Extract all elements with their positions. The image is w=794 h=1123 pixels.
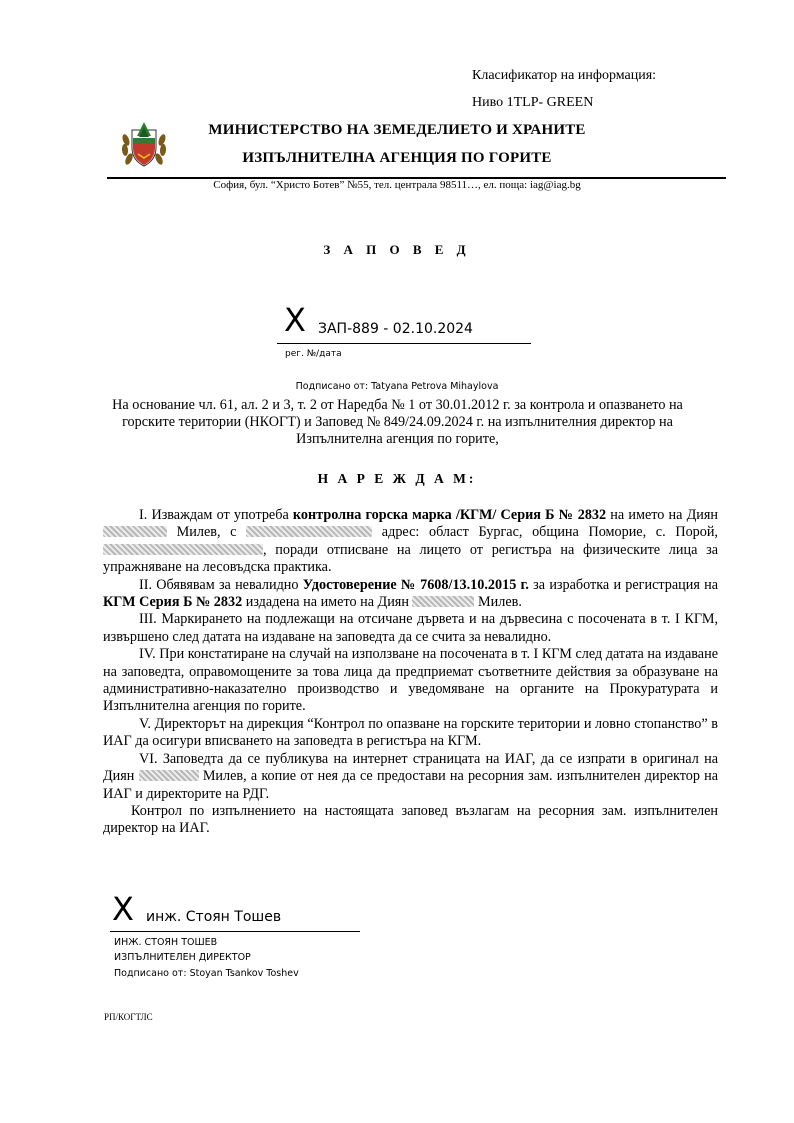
document-title: З А П О В Е Д bbox=[323, 242, 471, 257]
redacted-field bbox=[103, 544, 263, 555]
director-signature-name: инж. Стоян Тошев bbox=[146, 909, 282, 925]
order-item-6: VI. Заповедта да се публикува на интернет страницата на ИАГ, да се изпрати в оригинал на Диян Милев, а копие от нея да се предостави на ресорния зам. изпълнителен директор на ИАГ и директорите на РДГ. bbox=[103, 750, 719, 802]
preamble-text: На основание чл. 61, ал. 2 и 3, т. 2 от Наредба № 1 от 30.01.2012 г. за контрола и опазването на горските територии (НКОГТ) и Заповед № 849/24.09.2024 г. на изпълнителния директор на Изпълнителна агенция по горите, bbox=[112, 397, 683, 447]
redacted-field bbox=[103, 526, 167, 537]
order-item-5: V. Директорът на дирекция “Контрол по опазване на горските територии и ловно стопанство” в ИАГ да осигури вписването на заповедта в регистъра на КГМ. bbox=[103, 715, 718, 750]
registration-number: ЗАП-889 - 02.10.2024 bbox=[318, 321, 473, 337]
control-clause: Контрол по изпълнението на настоящата заповед възлагам на ресорния зам. изпълнителен директор на ИАГ. bbox=[103, 802, 718, 837]
agency-name: ИЗПЪЛНИТЕЛНА АГЕНЦИЯ ПО ГОРИТЕ bbox=[242, 150, 552, 166]
signature-mark: X bbox=[284, 301, 306, 339]
order-heading: Н А Р Е Ж Д А М: bbox=[317, 471, 477, 486]
signature-line bbox=[277, 343, 531, 344]
order-item-1: I. Изваждам от употреба контролна горска марка /КГМ/ Серия Б № 2832 на името на Диян Милев, с адрес: област Бургас, община Поморие, с. Порой, , поради отписване на лицето от регистъра на физическите лица за упражняване на лесовъдска практика. bbox=[103, 507, 718, 576]
signed-by-note: Подписано от: Tatyana Petrova Mihaylova bbox=[295, 381, 499, 392]
agency-address: София, бул. “Христо Ботев” №55, тел. централа 98511…, ел. поща: iag@iag.bg bbox=[213, 179, 581, 191]
director-signature-mark: X bbox=[112, 890, 134, 928]
director-signed-by: Подписано от: Stoyan Tsankov Toshev bbox=[114, 968, 299, 979]
redacted-field bbox=[246, 526, 372, 537]
registration-label: рег. №/дата bbox=[285, 349, 342, 359]
footer-code: РП/КОГТЛС bbox=[104, 1012, 153, 1022]
classifier-label: Класификатор на информация: bbox=[472, 68, 657, 83]
order-item-3: III. Маркирането на подлежащи на отсичане дървета и на дървесина с посочената в т. I КГМ, извършено след датата на издаване на заповедта да се счита за невалидно. bbox=[103, 611, 718, 645]
director-signature-line bbox=[110, 931, 360, 932]
order-body bbox=[103, 507, 718, 838]
director-position: ИЗПЪЛНИТЕЛЕН ДИРЕКТОР bbox=[114, 952, 251, 963]
classifier-level: Ниво 1TLP- GREEN bbox=[472, 95, 594, 110]
order-item-2: II. Обявявам за невалидно Удостоверение № 7608/13.10.2015 г. за изработка и регистрация на КГМ Серия Б № 2832 издадена на името на Диян Милев. bbox=[103, 576, 718, 611]
redacted-field bbox=[139, 770, 199, 781]
redacted-field bbox=[412, 596, 474, 607]
ministry-name: МИНИСТЕРСТВО НА ЗЕМЕДЕЛИЕТО И ХРАНИТЕ bbox=[208, 122, 586, 138]
director-name: ИНЖ. СТОЯН ТОШЕВ bbox=[114, 937, 218, 948]
order-item-4: IV. При констатиране на случай на използване на посочената в т. I КГМ след датата на издаване на заповедта, оправомощените за това лица да предприемат съответните действия за образуване на административно-наказателно производство и уведомяване на органите на Прокуратурата и Изпълнителна агенция по горите. bbox=[103, 646, 718, 715]
